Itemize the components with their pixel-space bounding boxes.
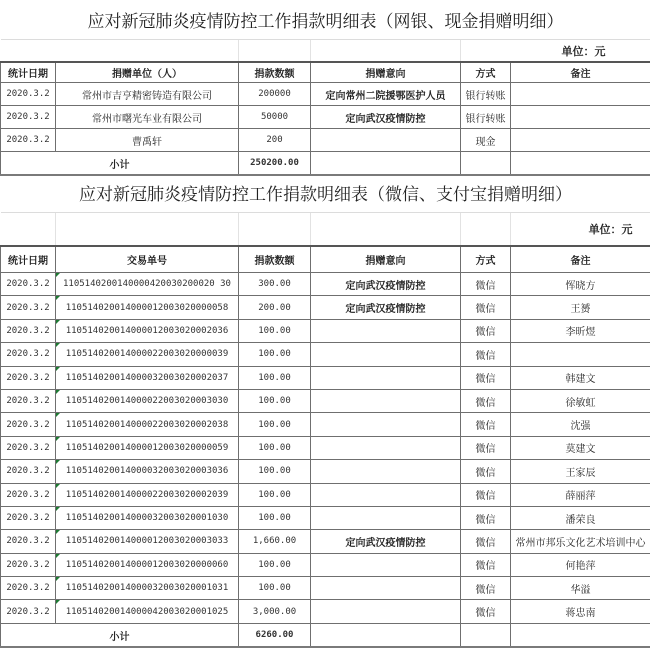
- date-cell: 2020.3.2: [1, 83, 56, 106]
- table-row: [1, 366, 650, 389]
- header-amount: 捐款数额: [239, 246, 311, 273]
- table-row: [1, 436, 650, 459]
- date-cell: 2020.3.2: [1, 483, 56, 506]
- subtotal-label: 小计: [1, 152, 239, 176]
- table-row: [1, 389, 650, 412]
- intent-cell: [311, 483, 461, 506]
- table-row: [1, 577, 650, 600]
- header-donor: 捐赠单位（人）: [56, 62, 239, 83]
- date-cell: 2020.3.2: [1, 273, 56, 296]
- blank-cell: [311, 40, 461, 63]
- blank-cell: [239, 40, 311, 63]
- blank-cell: [461, 623, 511, 647]
- method-cell: 微信: [461, 530, 511, 553]
- intent-cell: [311, 553, 461, 576]
- note-cell: 何艳萍: [511, 553, 650, 576]
- note-cell: 华溢: [511, 577, 650, 600]
- note-cell: 王家辰: [511, 460, 650, 483]
- amount-cell: 1,660.00: [239, 530, 311, 553]
- date-cell: 2020.3.2: [1, 436, 56, 459]
- note-cell: 潘荣良: [511, 506, 650, 529]
- method-cell: 微信: [461, 553, 511, 576]
- table-row: [1, 319, 650, 342]
- amount-cell: 100.00: [239, 506, 311, 529]
- amount-cell: 100.00: [239, 483, 311, 506]
- intent-cell: [311, 129, 461, 152]
- note-cell: 薛丽萍: [511, 483, 650, 506]
- intent-cell: [311, 413, 461, 436]
- header-intent: 捐赠意向: [311, 246, 461, 273]
- method-cell: 微信: [461, 273, 511, 296]
- header-note: 备注: [511, 62, 650, 83]
- transaction-no-cell: 110514020014000012003020002036: [56, 319, 239, 342]
- intent-cell: [311, 319, 461, 342]
- header-date: 统计日期: [1, 246, 56, 273]
- amount-cell: 100.00: [239, 389, 311, 412]
- method-cell: 微信: [461, 483, 511, 506]
- method-cell: 微信: [461, 343, 511, 366]
- blank-cell: [311, 152, 461, 176]
- amount-cell: 100.00: [239, 413, 311, 436]
- header-amount: 捐款数额: [239, 62, 311, 83]
- transaction-no-cell: 110514020014000032003020002037: [56, 366, 239, 389]
- amount-cell: 300.00: [239, 273, 311, 296]
- transaction-no-cell: 110514020014000032003020001030: [56, 506, 239, 529]
- subtotal-label: 小计: [1, 623, 239, 647]
- note-cell: [511, 106, 650, 129]
- blank-cell: [239, 213, 311, 247]
- note-cell: 沈强: [511, 413, 650, 436]
- date-cell: 2020.3.2: [1, 577, 56, 600]
- amount-cell: 100.00: [239, 436, 311, 459]
- method-cell: 微信: [461, 436, 511, 459]
- intent-cell: [311, 436, 461, 459]
- transaction-no-cell: 1105140200140000420030200020 30: [56, 273, 239, 296]
- transaction-no-cell: 110514020014000012003020003033: [56, 530, 239, 553]
- unit-label: 单位：元: [511, 213, 650, 247]
- date-cell: 2020.3.2: [1, 366, 56, 389]
- method-cell: 现金: [461, 129, 511, 152]
- table-row: [1, 600, 650, 623]
- intent-cell: 定向武汉疫情防控: [311, 296, 461, 319]
- method-cell: 微信: [461, 296, 511, 319]
- donor-cell: 常州市吉亨精密铸造有限公司: [56, 83, 239, 106]
- method-cell: 微信: [461, 319, 511, 342]
- amount-cell: 200000: [239, 83, 311, 106]
- method-cell: 微信: [461, 413, 511, 436]
- transaction-no-cell: 110514020014000022003020003030: [56, 389, 239, 412]
- date-cell: 2020.3.2: [1, 530, 56, 553]
- table-row: [1, 296, 650, 319]
- intent-cell: [311, 600, 461, 623]
- intent-cell: [311, 577, 461, 600]
- intent-cell: 定向武汉疫情防控: [311, 530, 461, 553]
- amount-cell: 3,000.00: [239, 600, 311, 623]
- note-cell: 韩建文: [511, 366, 650, 389]
- method-cell: 银行转账: [461, 106, 511, 129]
- method-cell: 微信: [461, 366, 511, 389]
- blank-cell: [311, 213, 461, 247]
- transaction-no-cell: 110514020014000042003020001025: [56, 600, 239, 623]
- table-row: [1, 483, 650, 506]
- note-cell: 蒋忠南: [511, 600, 650, 623]
- date-cell: 2020.3.2: [1, 553, 56, 576]
- table-row: [1, 530, 650, 553]
- table-title: 应对新冠肺炎疫情防控工作捐款明细表（微信、支付宝捐赠明细）: [1, 173, 650, 213]
- transaction-no-cell: 110514020014000022003020000039: [56, 343, 239, 366]
- date-cell: 2020.3.2: [1, 129, 56, 152]
- subtotal-value: 6260.00: [239, 623, 311, 647]
- intent-cell: [311, 460, 461, 483]
- method-cell: 微信: [461, 506, 511, 529]
- transaction-no-cell: 110514020014000032003020001031: [56, 577, 239, 600]
- amount-cell: 100.00: [239, 319, 311, 342]
- date-cell: 2020.3.2: [1, 343, 56, 366]
- intent-cell: [311, 366, 461, 389]
- transaction-no-cell: 110514020014000012003020000058: [56, 296, 239, 319]
- date-cell: 2020.3.2: [1, 389, 56, 412]
- date-cell: 2020.3.2: [1, 106, 56, 129]
- transaction-no-cell: 110514020014000022003020002039: [56, 483, 239, 506]
- table-row: [1, 273, 650, 296]
- note-cell: 王赟: [511, 296, 650, 319]
- subtotal-value: 250200.00: [239, 152, 311, 176]
- amount-cell: 100.00: [239, 460, 311, 483]
- note-cell: 恽晓方: [511, 273, 650, 296]
- amount-cell: 100.00: [239, 366, 311, 389]
- header-transaction-no: 交易单号: [56, 246, 239, 273]
- date-cell: 2020.3.2: [1, 296, 56, 319]
- method-cell: 微信: [461, 389, 511, 412]
- table-row: [1, 553, 650, 576]
- amount-cell: 200.00: [239, 296, 311, 319]
- amount-cell: 200: [239, 129, 311, 152]
- donation-table-wechat-alipay: [0, 173, 650, 648]
- blank-cell: [1, 213, 56, 247]
- note-cell: 李昕煜: [511, 319, 650, 342]
- blank-cell: [461, 213, 511, 247]
- date-cell: 2020.3.2: [1, 413, 56, 436]
- table-row: [1, 106, 650, 129]
- method-cell: 微信: [461, 600, 511, 623]
- note-cell: [511, 83, 650, 106]
- note-cell: [511, 129, 650, 152]
- header-intent: 捐赠意向: [311, 62, 461, 83]
- note-cell: 徐敏虹: [511, 389, 650, 412]
- blank-cell: [511, 623, 650, 647]
- table-row: [1, 83, 650, 106]
- blank-cell: [56, 213, 239, 247]
- header-method: 方式: [461, 62, 511, 83]
- amount-cell: 50000: [239, 106, 311, 129]
- date-cell: 2020.3.2: [1, 506, 56, 529]
- intent-cell: 定向武汉疫情防控: [311, 106, 461, 129]
- note-cell: 莫建文: [511, 436, 650, 459]
- table-row: [1, 129, 650, 152]
- table-row: [1, 506, 650, 529]
- date-cell: 2020.3.2: [1, 600, 56, 623]
- method-cell: 微信: [461, 460, 511, 483]
- transaction-no-cell: 110514020014000012003020000060: [56, 553, 239, 576]
- header-note: 备注: [511, 246, 650, 273]
- table-title: 应对新冠肺炎疫情防控工作捐款明细表（网银、现金捐赠明细）: [1, 0, 650, 40]
- date-cell: 2020.3.2: [1, 460, 56, 483]
- table-row: [1, 460, 650, 483]
- transaction-no-cell: 110514020014000032003020003036: [56, 460, 239, 483]
- amount-cell: 100.00: [239, 343, 311, 366]
- unit-label: 单位：元: [461, 40, 650, 63]
- intent-cell: [311, 506, 461, 529]
- header-method: 方式: [461, 246, 511, 273]
- amount-cell: 100.00: [239, 553, 311, 576]
- blank-cell: [511, 152, 650, 176]
- intent-cell: 定向武汉疫情防控: [311, 273, 461, 296]
- blank-cell: [1, 40, 239, 63]
- donor-cell: 常州市曙光车业有限公司: [56, 106, 239, 129]
- date-cell: 2020.3.2: [1, 319, 56, 342]
- transaction-no-cell: 110514020014000012003020000059: [56, 436, 239, 459]
- table-row: [1, 343, 650, 366]
- intent-cell: [311, 343, 461, 366]
- amount-cell: 100.00: [239, 577, 311, 600]
- table-row: [1, 413, 650, 436]
- blank-cell: [311, 623, 461, 647]
- note-cell: 常州市邦乐文化艺术培训中心: [511, 530, 650, 553]
- intent-cell: [311, 389, 461, 412]
- donation-table-bank-cash: [0, 0, 650, 176]
- method-cell: 银行转账: [461, 83, 511, 106]
- intent-cell: 定向常州二院援鄂医护人员: [311, 83, 461, 106]
- method-cell: 微信: [461, 577, 511, 600]
- blank-cell: [461, 152, 511, 176]
- note-cell: [511, 343, 650, 366]
- header-date: 统计日期: [1, 62, 56, 83]
- transaction-no-cell: 110514020014000022003020002038: [56, 413, 239, 436]
- donor-cell: 曹禹轩: [56, 129, 239, 152]
